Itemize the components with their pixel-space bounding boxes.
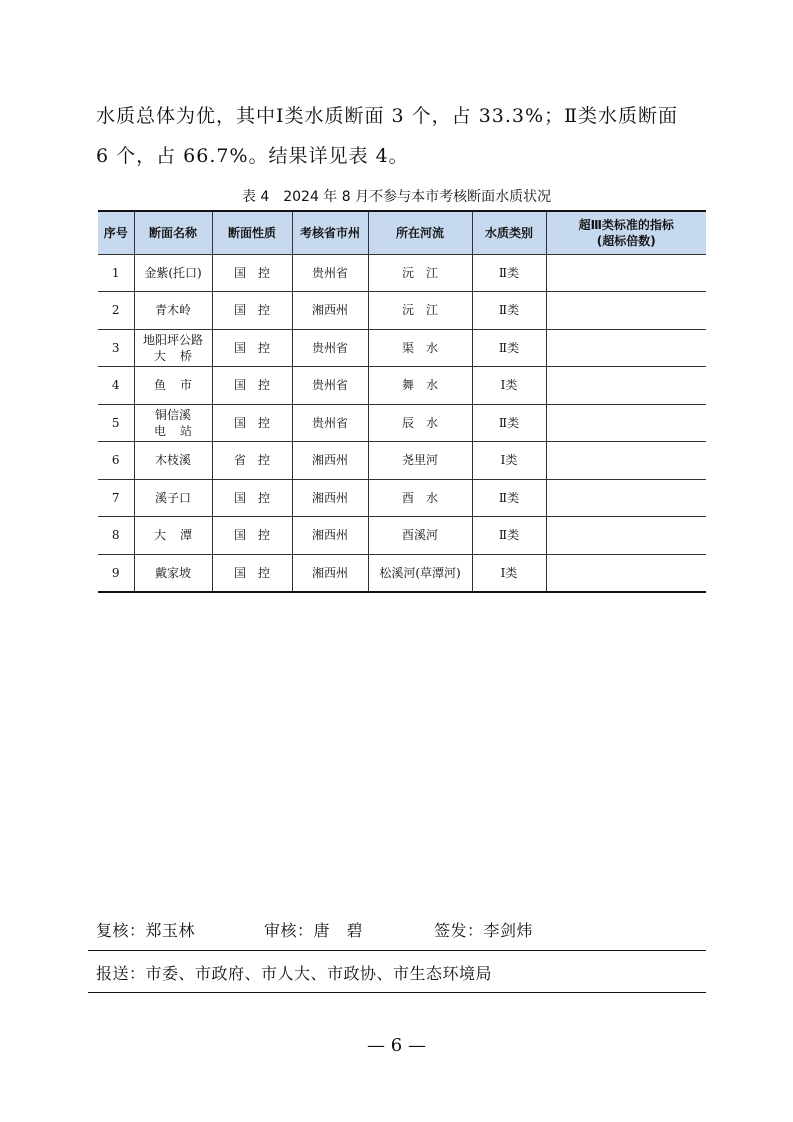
header-exceed-line2: (超标倍数) — [596, 233, 656, 248]
cell-river — [368, 292, 472, 330]
cell-exceed — [546, 404, 706, 442]
cell-river-text: 沅江 — [401, 303, 450, 318]
table-row — [98, 479, 706, 517]
cell-river — [368, 442, 472, 480]
section-name-line1: 戴家坡 — [154, 565, 191, 580]
cell-section-nature — [212, 479, 292, 517]
cell-province — [292, 292, 368, 330]
cell-section-nature — [212, 292, 292, 330]
cell-quality — [472, 517, 546, 555]
cell-section-name — [134, 517, 212, 555]
header-exceed-line1: 超Ⅲ类标准的指标 — [578, 217, 674, 232]
table-row — [98, 367, 706, 405]
cell-quality — [472, 442, 546, 480]
cell-index — [98, 292, 134, 330]
table-row — [98, 554, 706, 592]
section-name-line1: 铜信溪 — [154, 407, 191, 422]
cell-index — [98, 367, 134, 405]
send-to: 报送：市委、市政府、市人大、市政协、市生态环境局 — [96, 964, 493, 983]
review-name: 郑玉林 — [145, 921, 196, 940]
cell-quality-text: Ⅱ类 — [498, 528, 520, 543]
cell-index-text: 8 — [111, 528, 120, 543]
cell-quality-text: Ⅱ类 — [498, 303, 520, 318]
cell-index-text: 5 — [111, 415, 120, 430]
section-name-line1: 地阳坪公路 — [142, 332, 203, 347]
cell-province-text: 贵州省 — [311, 415, 348, 430]
cell-river — [368, 517, 472, 555]
issue-item — [434, 918, 533, 941]
cell-quality — [472, 292, 546, 330]
cell-section-nature-text: 国控 — [233, 415, 282, 430]
cell-section-name — [134, 254, 212, 292]
cell-river-text: 辰水 — [401, 415, 450, 430]
cell-index — [98, 404, 134, 442]
header-section-name: 断面名称 — [134, 211, 212, 254]
cell-index — [98, 554, 134, 592]
issue-name: 李剑炜 — [483, 921, 534, 940]
table-row — [98, 442, 706, 480]
section-name-line1: 溪子口 — [154, 490, 191, 505]
cell-river-text: 酉水 — [401, 490, 450, 505]
review-label: 复核： — [96, 921, 146, 940]
cell-river-text: 舞水 — [401, 378, 450, 393]
cell-section-nature — [212, 254, 292, 292]
table-row — [98, 292, 706, 330]
cell-section-nature-text: 国控 — [233, 490, 282, 505]
section-name-line2: 大桥 — [153, 348, 206, 363]
section-name-line1: 金紫(托口) — [144, 265, 202, 280]
cell-province-text: 贵州省 — [311, 265, 348, 280]
cell-quality — [472, 479, 546, 517]
cell-province-text: 湘西州 — [311, 528, 348, 543]
cell-section-nature-text: 国控 — [233, 565, 282, 580]
section-name-line1: 鱼市 — [153, 378, 206, 393]
cell-river — [368, 367, 472, 405]
cell-section-nature-text: 国控 — [233, 340, 282, 355]
table-header-row — [98, 211, 706, 254]
cell-province — [292, 517, 368, 555]
cell-province-text: 湘西州 — [311, 453, 348, 468]
section-name-line1: 木枝溪 — [154, 453, 191, 468]
cell-province-text: 湘西州 — [311, 565, 348, 580]
cell-section-nature-text: 国控 — [233, 303, 282, 318]
cell-exceed — [546, 292, 706, 330]
cell-section-nature-text: 国控 — [233, 265, 282, 280]
cell-river — [368, 329, 472, 367]
cell-river-text: 沅江 — [401, 265, 450, 280]
section-name-line1: 青木岭 — [154, 303, 191, 318]
cell-exceed — [546, 367, 706, 405]
audit-name: 唐 碧 — [313, 921, 364, 940]
cell-section-name — [134, 442, 212, 480]
cell-province-text: 贵州省 — [311, 340, 348, 355]
cell-river — [368, 554, 472, 592]
cell-exceed — [546, 254, 706, 292]
header-river: 所在河流 — [368, 211, 472, 254]
signoff-row — [96, 918, 533, 941]
table-row — [98, 329, 706, 367]
cell-exceed — [546, 329, 706, 367]
cell-province — [292, 442, 368, 480]
issue-label: 签发： — [434, 921, 484, 940]
cell-quality-text: Ⅰ类 — [500, 453, 518, 468]
cell-section-nature — [212, 404, 292, 442]
cell-section-name — [134, 367, 212, 405]
cell-index-text: 1 — [111, 265, 120, 280]
cell-section-name — [134, 329, 212, 367]
cell-quality — [472, 329, 546, 367]
cell-river — [368, 254, 472, 292]
cell-exceed — [546, 479, 706, 517]
cell-quality-text: Ⅰ类 — [500, 378, 518, 393]
cell-river — [368, 404, 472, 442]
cell-quality — [472, 254, 546, 292]
table-body — [98, 254, 706, 592]
header-section-nature: 断面性质 — [212, 211, 292, 254]
cell-river-text: 渠水 — [401, 340, 450, 355]
cell-index — [98, 329, 134, 367]
cell-section-nature — [212, 329, 292, 367]
cell-river — [368, 479, 472, 517]
cell-province-text: 贵州省 — [311, 378, 348, 393]
cell-quality-text: Ⅱ类 — [498, 415, 520, 430]
cell-section-nature-text: 省控 — [233, 453, 282, 468]
cell-index — [98, 517, 134, 555]
cell-index — [98, 442, 134, 480]
cell-exceed — [546, 517, 706, 555]
cell-province-text: 湘西州 — [311, 303, 348, 318]
review-item — [96, 918, 264, 941]
cell-quality-text: Ⅱ类 — [498, 340, 520, 355]
cell-quality-text: Ⅱ类 — [498, 265, 520, 280]
cell-index-text: 3 — [111, 340, 120, 355]
cell-section-name — [134, 554, 212, 592]
cell-section-nature — [212, 442, 292, 480]
cell-section-name — [134, 404, 212, 442]
cell-quality-text: Ⅱ类 — [498, 490, 520, 505]
cell-section-nature — [212, 367, 292, 405]
page-number: — 6 — — [367, 1035, 426, 1056]
cell-quality — [472, 554, 546, 592]
cell-province — [292, 329, 368, 367]
footer-divider-bottom — [88, 992, 706, 993]
cell-province — [292, 404, 368, 442]
water-quality-table — [98, 210, 706, 593]
body-paragraph — [96, 96, 706, 176]
table-row — [98, 254, 706, 292]
cell-index-text: 6 — [111, 453, 120, 468]
cell-province — [292, 254, 368, 292]
section-name-line1: 大潭 — [153, 528, 206, 543]
paragraph-line-1: 水质总体为优，其中Ⅰ类水质断面 3 个，占 33.3%；Ⅱ类水质断面 — [96, 105, 678, 127]
cell-index-text: 7 — [111, 490, 120, 505]
cell-section-nature-text: 国控 — [233, 528, 282, 543]
cell-section-name — [134, 292, 212, 330]
cell-section-nature — [212, 554, 292, 592]
cell-index — [98, 254, 134, 292]
cell-quality — [472, 404, 546, 442]
cell-quality-text: Ⅰ类 — [500, 565, 518, 580]
cell-index-text: 2 — [111, 303, 120, 318]
cell-exceed — [546, 442, 706, 480]
section-name-line2: 电站 — [153, 423, 206, 438]
audit-item — [264, 918, 434, 941]
paragraph-line-2: 6 个，占 66.7%。结果详见表 4。 — [96, 145, 409, 167]
cell-province — [292, 367, 368, 405]
cell-province — [292, 554, 368, 592]
cell-section-nature-text: 国控 — [233, 378, 282, 393]
cell-index — [98, 479, 134, 517]
cell-section-nature — [212, 517, 292, 555]
cell-section-name — [134, 479, 212, 517]
cell-river-text: 松溪河(草潭河) — [379, 565, 461, 580]
table-row — [98, 517, 706, 555]
header-exceed — [546, 211, 706, 254]
cell-index-text: 4 — [111, 378, 120, 393]
cell-exceed — [546, 554, 706, 592]
table-caption: 表 4 2024 年 8 月不参与本市考核断面水质状况 — [241, 189, 552, 205]
header-quality: 水质类别 — [472, 211, 546, 254]
audit-label: 审核： — [264, 921, 314, 940]
footer-divider-top — [88, 950, 706, 951]
cell-river-text: 酉溪河 — [401, 528, 438, 543]
cell-province — [292, 479, 368, 517]
table-row — [98, 404, 706, 442]
cell-river-text: 尧里河 — [401, 453, 438, 468]
header-province: 考核省市州 — [292, 211, 368, 254]
cell-index-text: 9 — [111, 565, 120, 580]
cell-quality — [472, 367, 546, 405]
header-index: 序号 — [98, 211, 134, 254]
cell-province-text: 湘西州 — [311, 490, 348, 505]
